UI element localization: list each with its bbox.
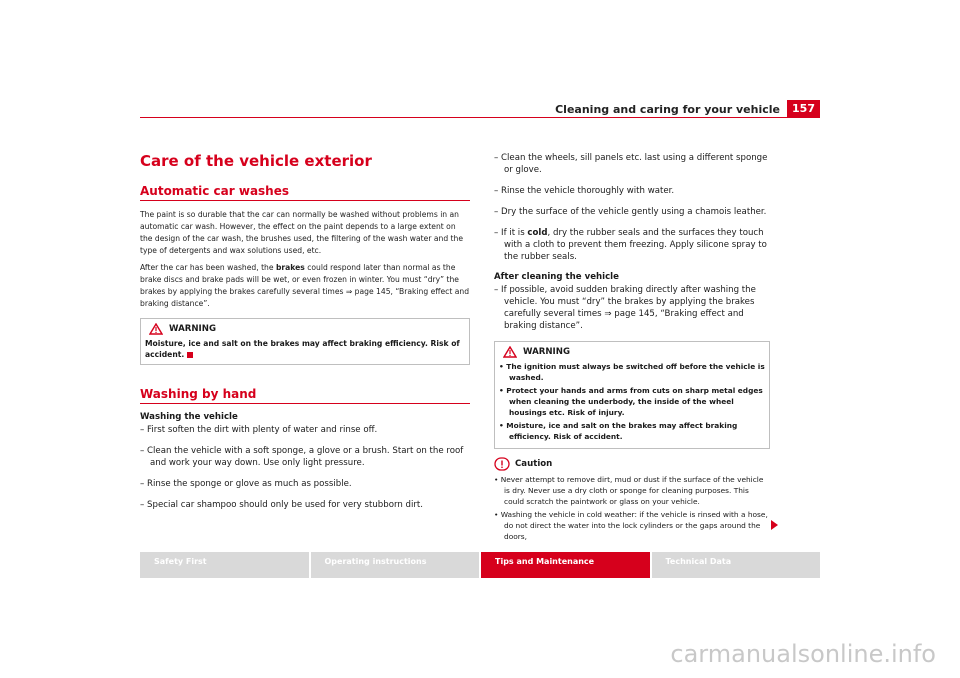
left-column: [140, 152, 470, 520]
warning-triangle-icon: [149, 323, 163, 335]
warning-label: WARNING: [169, 324, 216, 334]
warning-bullet: • Moisture, ice and salt on the brakes may affect braking efficiency. Risk of accident.: [499, 420, 765, 442]
warning-box-brakes: [140, 318, 470, 365]
warning-box-washing: [494, 341, 770, 449]
auto-wash-para1: The paint is so durable that the car can normally be washed without problems in an automatic car wash. However, the effect on the paint depends to a large extent on the design of the car wash, the brushes used, the filtering of the wash water and the type of detergents and wax solutions used, etc.: [140, 210, 464, 255]
page-number: 157: [787, 100, 820, 118]
footer-tab-safety-first[interactable]: Safety First: [140, 552, 309, 578]
caution-header: [494, 457, 770, 471]
right-column: [494, 152, 770, 544]
warning-label: WARNING: [523, 347, 570, 357]
continue-arrow-icon: [771, 520, 778, 530]
header-title: Cleaning and caring for your vehicle: [555, 103, 780, 116]
footer-nav: [140, 552, 820, 578]
warning-text: Moisture, ice and salt on the brakes may affect braking efficiency. Risk of accident.: [145, 339, 460, 359]
cold-step: – If it is cold, dry the rubber seals and the surfaces they touch with a cloth to prevent them freezing. Apply silicone spray to the rubber seals.: [494, 227, 770, 263]
header-divider: [140, 117, 820, 118]
hand-wash-step: – First soften the dirt with plenty of water and rinse off.: [140, 424, 470, 436]
warning-bullet: • Protect your hands and arms from cuts on sharp metal edges when cleaning the underbody, the inside of the wheel housings etc. Risk of injury.: [499, 385, 765, 418]
wash-step: – Dry the surface of the vehicle gently using a chamois leather.: [494, 206, 770, 218]
caution-icon: [494, 457, 510, 471]
auto-wash-title: Automatic car washes: [140, 184, 470, 201]
caution-bullet: • Washing the vehicle in cold weather: if the vehicle is rinsed with a hose, do not direct the water into the lock cylinders or the gaps around the doors,: [494, 509, 770, 542]
section-title: Care of the vehicle exterior: [140, 152, 372, 170]
hand-wash-subheading: Washing the vehicle: [140, 412, 238, 422]
wash-step: – Rinse the vehicle thoroughly with water.: [494, 185, 770, 197]
warning-triangle-icon: [503, 346, 517, 358]
watermark: carmanualsonline.info: [670, 640, 936, 668]
hand-wash-step: – Special car shampoo should only be used for very stubborn dirt.: [140, 499, 470, 511]
footer-tab-tips-and-maintenance[interactable]: Tips and Maintenance: [481, 552, 650, 578]
footer-tab-operating-instructions[interactable]: Operating instructions: [311, 552, 480, 578]
hand-wash-step: – Rinse the sponge or glove as much as possible.: [140, 478, 470, 490]
hand-wash-title: Washing by hand: [140, 387, 470, 404]
auto-wash-para2: After the car has been washed, the brakes could respond later than normal as the brake discs and brake pads will be wet, or even frozen in winter. You must “dry” the brakes by applying the brakes carefully several times ⇒ page 145, “Braking effect and braking distance”.: [140, 263, 470, 308]
hand-wash-step: – Clean the vehicle with a soft sponge, a glove or a brush. Start on the roof and work your way down. Use only light pressure.: [140, 445, 470, 469]
after-cleaning-heading: After cleaning the vehicle: [494, 272, 619, 282]
caution-bullet: • Never attempt to remove dirt, mud or dust if the surface of the vehicle is dry. Never use a dry cloth or sponge for cleaning purposes. This could scratch the paintwork or glass on your vehicle.: [494, 474, 770, 507]
after-cleaning-step: – If possible, avoid sudden braking directly after washing the vehicle. You must “dry” the brakes by applying the brakes carefully several times ⇒ page 145, “Braking effect and braking distance”.: [494, 284, 770, 332]
footer-tab-technical-data[interactable]: Technical Data: [652, 552, 821, 578]
end-marker-icon: [187, 352, 193, 358]
wash-step: – Clean the wheels, sill panels etc. last using a different sponge or glove.: [494, 152, 770, 176]
caution-label: Caution: [515, 459, 553, 469]
warning-header: [499, 346, 765, 358]
warning-bullet: • The ignition must always be switched off before the vehicle is washed.: [499, 361, 765, 383]
warning-header: [145, 323, 465, 335]
